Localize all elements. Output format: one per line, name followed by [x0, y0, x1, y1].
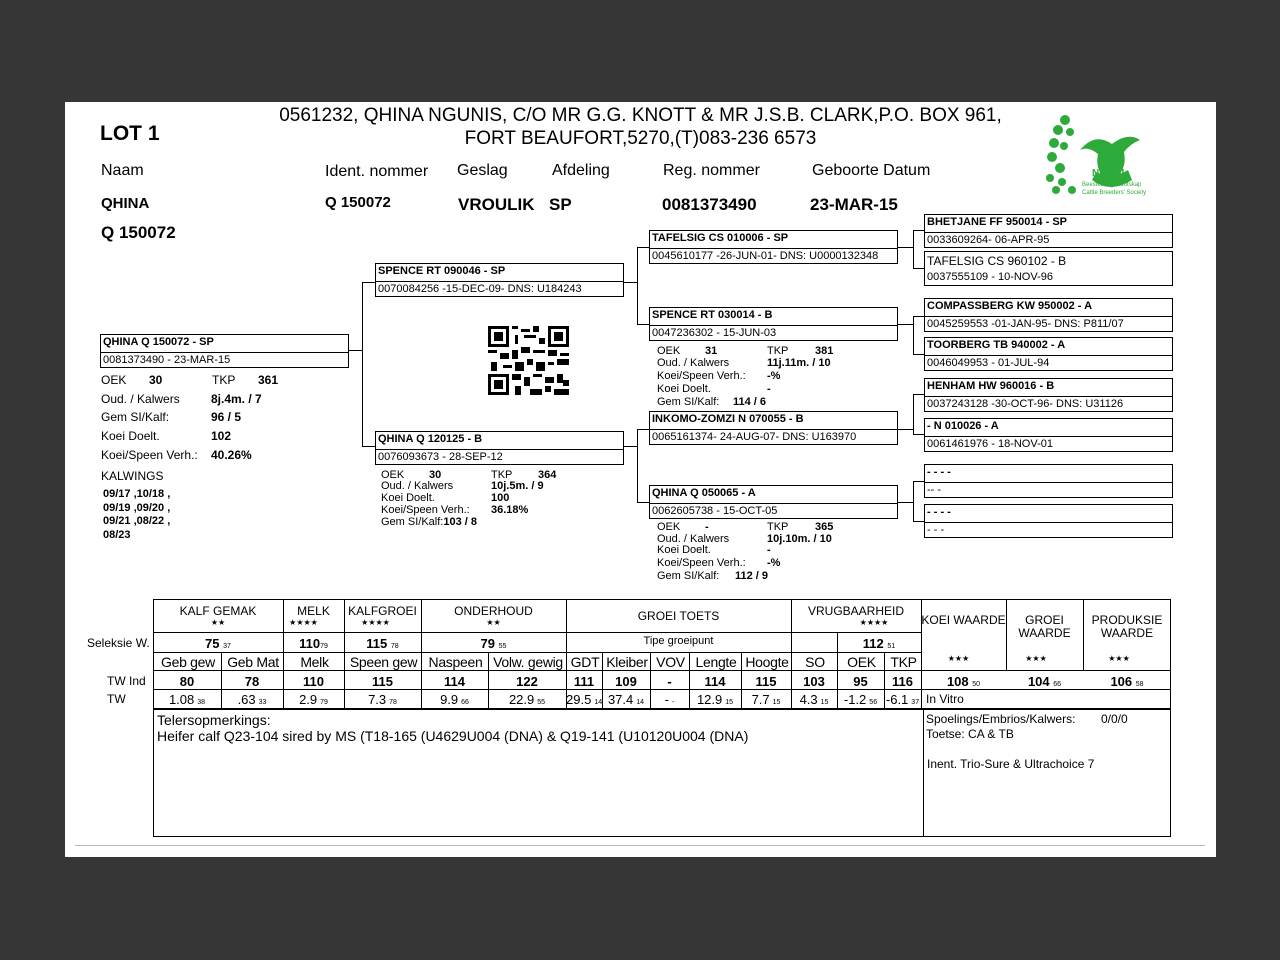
gp2-oud: 11j.11m. / 10: [767, 357, 831, 369]
sub-value: 79: [320, 643, 328, 650]
tw-value: 12.9: [696, 692, 723, 707]
gp4-oek: -: [705, 521, 709, 533]
gp4-speen-label: Koei/Speen Verh.:: [657, 557, 746, 569]
self-oek: 30: [149, 373, 163, 387]
tw-cell: [837, 692, 884, 707]
dam-oud: 10j.5m. / 9: [491, 480, 544, 492]
ggp-sub: 0037555109 - 10-NOV-96: [927, 271, 1053, 283]
connector: [623, 446, 637, 447]
logo-sub-2: Cattle Breeders' Society: [1082, 190, 1147, 196]
tw-cell: [283, 692, 344, 707]
ggp-box-2: [924, 251, 1173, 286]
ggp-box-3: [924, 298, 1173, 332]
hdr-kalfgroei: KALFGROEI: [348, 604, 417, 618]
tw-sub-value: 66: [461, 699, 469, 706]
connector: [913, 316, 914, 354]
tw-value: 29.5: [566, 692, 592, 707]
tw-cell: [566, 692, 602, 707]
col-header: Geb gew: [161, 654, 215, 670]
gp-sub: 0065161374- 24-AUG-07- DNS: U163970: [652, 431, 857, 443]
seleksie-kalfgroei: [344, 636, 421, 651]
sub-value: 78: [390, 643, 399, 650]
col-header: SO: [805, 654, 825, 670]
sub-value: 37: [223, 643, 231, 650]
hdr-produksie-waarde: PRODUKSIE WAARDE: [1091, 613, 1163, 640]
label-reg: Reg. nommer: [663, 162, 760, 179]
twind-cell: 114: [444, 674, 465, 689]
self-speen-label: Koei/Speen Verh.:: [101, 448, 198, 462]
twind-cell: 103: [803, 674, 825, 689]
remarks-divider: [923, 709, 924, 837]
gp-box-2: [649, 307, 898, 341]
connector: [897, 502, 913, 503]
spoelings-label: Spoelings/Embrios/Kalwers:: [926, 712, 1076, 726]
twind-cell: 95: [853, 674, 868, 689]
tw-value: 2.9: [299, 692, 318, 707]
label-geslag: Geslag: [457, 162, 508, 179]
gp2-koei: -: [767, 383, 771, 395]
tw-sub-value: 37: [911, 699, 920, 706]
dam-koei-label: Koei Doelt.: [381, 492, 435, 504]
tw-sub-value: 14: [636, 699, 645, 706]
sub-value: 51: [887, 643, 896, 650]
kalwing-line: 08/23: [103, 528, 131, 541]
tw-value: -1.2: [843, 692, 867, 707]
gp4-speen: -%: [767, 557, 781, 569]
tw-sub-value: 79: [320, 699, 328, 706]
owner-line-1: 0561232, QHINA NGUNIS, C/O MR G.G. KNOTT & MR J.S.B. CLARK,P.O. BOX 961,: [279, 105, 1002, 126]
kalwings-label: KALWINGS: [101, 469, 164, 483]
gp2-oek-label: OEK: [657, 345, 681, 357]
connector: [913, 394, 914, 434]
hdr-melk: MELK: [297, 604, 330, 618]
dam-tkp-label: TKP: [491, 469, 513, 481]
sire-sub: 0070084256 -15-DEC-09- DNS: U184243: [378, 283, 582, 295]
remarks-title: Telersopmerkings:: [157, 712, 271, 728]
seleksie-vrug: [837, 636, 921, 651]
self-tkp: 361: [258, 373, 279, 387]
gp2-speen-label: Koei/Speen Verh.:: [657, 370, 746, 382]
gp-box-4: [649, 485, 898, 519]
dam-oud-label: Oud. / Kalwers: [381, 480, 454, 492]
connector: [913, 230, 914, 268]
connector: [897, 247, 913, 248]
value: 79: [480, 636, 496, 651]
tw-cell: [221, 692, 283, 707]
kalwings-list: [103, 488, 170, 542]
twind-cell: 110: [303, 674, 324, 689]
self-sub: 0081373490 - 23-MAR-15: [103, 354, 231, 366]
value: 112: [862, 636, 884, 651]
seleksie-kalf-gemak: [153, 636, 283, 651]
value: 106: [1110, 674, 1133, 689]
connector: [623, 282, 637, 283]
tw-value: 9.9: [440, 692, 459, 707]
gp-title: QHINA Q 050065 - A: [652, 487, 756, 499]
twind-cell: 122: [516, 674, 538, 689]
ggp-box-7: [924, 464, 1173, 498]
gp-title: SPENCE RT 030014 - B: [652, 309, 773, 321]
col-header: Naspeen: [428, 654, 483, 670]
gp-box-3: [649, 411, 898, 445]
gp-title: TAFELSIG CS 010006 - SP: [652, 232, 789, 244]
gp2-oud-label: Oud. / Kalwers: [657, 357, 730, 369]
twind-label: TW Ind: [107, 674, 146, 688]
twind-cell: 116: [892, 674, 913, 689]
dam-box: [375, 431, 624, 465]
value: 110: [299, 636, 321, 651]
gp2-tkp-label: TKP: [767, 345, 789, 357]
ggp-title: TOORBERG TB 940002 - A: [927, 339, 1066, 351]
value-naam: QHINA: [101, 195, 150, 212]
col-header: GDT: [570, 654, 600, 670]
tw-value: 7.3: [368, 692, 387, 707]
tw-value: 37.4: [607, 692, 634, 707]
tw-sub-value: 38: [197, 699, 206, 706]
tipe-groeipunt: Tipe groeipunt: [643, 635, 714, 647]
twind-cell: 114: [704, 674, 726, 689]
in-vitro: In Vitro: [926, 692, 964, 706]
label-geboorte: Geboorte Datum: [812, 162, 931, 179]
gp2-koei-label: Koei Doelt.: [657, 383, 711, 395]
kalwing-line: 09/21 ,08/22 ,: [103, 515, 171, 527]
value: 75: [205, 636, 220, 651]
dam-gem: [381, 516, 477, 528]
gp2-gem-label: Gem SI/Kalf:: [657, 396, 720, 408]
ggp-box-4: [924, 337, 1173, 371]
tw-sub-value: 15: [725, 699, 734, 706]
table-rule: [153, 670, 1171, 671]
bottom-rule: [75, 845, 1205, 846]
col-header: Kleiber: [606, 654, 648, 670]
stars-produksie: ★★★: [1108, 654, 1130, 663]
dam-koei: 100: [491, 492, 510, 504]
tw-sub-value: -: [672, 699, 675, 706]
tw-cell: [602, 692, 650, 707]
col-header: Volw. gewig: [493, 654, 563, 670]
gp4-gem-label: Gem SI/Kalf:: [657, 570, 720, 582]
tw-sub-value: 15: [820, 699, 829, 706]
seleksie-melk: [283, 636, 344, 651]
seleksie-label: Seleksie W.: [87, 636, 150, 650]
tw-label: TW: [107, 692, 126, 706]
twind-groei: [1006, 674, 1083, 689]
col-header: OEK: [847, 654, 876, 670]
label-afdeling: Afdeling: [552, 162, 610, 179]
gp-box-1: [649, 230, 898, 264]
stars-kalf-gemak: ★★: [210, 618, 226, 627]
value-ident: Q 150072: [325, 194, 391, 211]
dam-gem-label: Gem SI/Kalf:: [381, 516, 444, 528]
hdr-kalf-gemak: KALF GEMAK: [179, 604, 257, 618]
ggp-sub: 0033609264- 06-APR-95: [927, 234, 1050, 246]
value: 108: [946, 674, 969, 689]
tw-sub-value: 15: [772, 699, 781, 706]
twind-cell: 115: [372, 674, 393, 689]
ggp-title: - N 010026 - A: [927, 420, 999, 432]
self-koei: 102: [211, 429, 232, 443]
tw-sub-value: 56: [869, 699, 878, 706]
ggp-sub: 0037243128 -30-OCT-96- DNS: U31126: [927, 398, 1124, 410]
connector: [637, 247, 638, 325]
ggp-title: COMPASSBERG KW 950002 - A: [927, 300, 1093, 312]
dam-title: QHINA Q 120125 - B: [378, 433, 483, 445]
gp-sub: 0047236302 - 15-JUN-03: [652, 327, 777, 339]
gp4-oud-label: Oud. / Kalwers: [657, 533, 730, 545]
gp4-tkp: 365: [815, 521, 834, 533]
connector: [897, 324, 913, 325]
dam-speen: 36.18%: [491, 504, 529, 516]
dam-sub: 0076093673 - 28-SEP-12: [378, 451, 503, 463]
tw-sub-value: 55: [537, 699, 546, 706]
tw-cell: [153, 692, 221, 707]
gp-sub: 0045610177 -26-JUN-01- DNS: U0000132348: [652, 250, 879, 262]
self-title: QHINA Q 150072 - SP: [103, 336, 214, 348]
twind-cell: 80: [179, 674, 195, 689]
gp4-oud: 10j.10m. / 10: [767, 533, 832, 545]
value-afdeling: SP: [549, 195, 572, 214]
qr-code-icon: [488, 326, 569, 395]
logo-text: NGUNI: [1092, 168, 1125, 179]
table-rule: [153, 632, 921, 633]
col-header: Geb Mat: [227, 654, 279, 670]
self-oud: 8j.4m. / 7: [211, 392, 262, 406]
connector: [362, 446, 376, 447]
connector: [362, 282, 363, 446]
tw-sub-value: 78: [389, 699, 397, 706]
col-header: TKP: [890, 654, 917, 670]
col-header: Melk: [300, 654, 329, 670]
tw-cell: [488, 692, 566, 707]
stars-onderhoud: ★★: [486, 618, 501, 627]
kalwing-line: 09/17 ,10/18 ,: [103, 488, 171, 500]
tw-value: 7.7: [751, 692, 770, 707]
stars-groei: ★★★: [1025, 654, 1047, 663]
ggp-box-8: [924, 504, 1173, 538]
gp4-koei: -: [767, 544, 771, 556]
label-naam: Naam: [101, 162, 144, 179]
hdr-groei-waarde: GROEI WAARDE: [1018, 613, 1071, 640]
ggp-sub: -- -: [927, 484, 942, 496]
ggp-box-1: [924, 214, 1173, 248]
self-oud-label: Oud. / Kalwers: [101, 392, 180, 406]
tw-value: -6.1: [885, 692, 909, 707]
label-ident: Ident. nommer: [325, 163, 429, 180]
stars-kalfgroei: ★★★★: [361, 618, 390, 627]
seleksie-onderhoud: [421, 636, 566, 651]
ggp-box-5: [924, 378, 1173, 412]
value: 115: [366, 636, 388, 651]
self-speen: 40.26%: [211, 448, 252, 462]
twind-cell: -: [667, 674, 672, 689]
dam-oek: 30: [429, 469, 442, 481]
stars-koei: ★★★: [947, 654, 970, 663]
tw-cell: [741, 692, 791, 707]
connector: [362, 282, 376, 283]
tw-value: 1.08: [168, 692, 195, 707]
sire-box: [375, 263, 624, 297]
sub-value: 55: [498, 643, 507, 650]
tw-value: .63: [237, 692, 256, 707]
tw-value: -: [664, 692, 669, 707]
tw-sub-value: 14: [594, 699, 603, 706]
hdr-koei-waarde: KOEI WAARDE: [921, 613, 1006, 627]
self-oek-label: OEK: [101, 373, 127, 387]
ggp-title: BHETJANE FF 950014 - SP: [927, 216, 1067, 228]
ggp-sub: 0045259553 -01-JAN-95- DNS: P811/07: [927, 318, 1124, 330]
value-geslag: VROULIK: [458, 195, 535, 214]
value-id-big: Q 150072: [101, 223, 176, 242]
self-box: [100, 334, 349, 368]
self-koei-label: Koei Doelt.: [101, 429, 160, 443]
twind-cell: 78: [244, 674, 260, 689]
remarks-text: Heifer calf Q23-104 sired by MS (T18-165 (U4629U004 (DNA) & Q19-141 (U10120U004 (DNA): [157, 728, 749, 744]
dam-speen-label: Koei/Speen Verh.:: [381, 504, 470, 516]
ggp-sub: 0046049953 - 01-JUL-94: [927, 357, 1050, 369]
twind-cell: 115: [755, 674, 777, 689]
gp2-gem: 114 / 6: [733, 396, 767, 408]
logo-sub-1: Beestelersgenootskap: [1082, 182, 1142, 188]
tw-cell: [344, 692, 421, 707]
tw-cell: [791, 692, 837, 707]
connector: [913, 481, 914, 521]
table-rule: [153, 652, 921, 653]
pedigree-certificate: [65, 102, 1216, 857]
nguni-logo: [1040, 110, 1155, 205]
stars-vrugbaarheid: ★★★★: [859, 618, 889, 627]
gp-title: INKOMO-ZOMZI N 070055 - B: [652, 413, 804, 425]
kalwing-line: 09/19 ,09/20 ,: [103, 501, 171, 514]
ggp-title: TAFELSIG CS 960102 - B: [927, 254, 1067, 268]
twind-cell: 111: [573, 674, 595, 689]
self-tkp-label: TKP: [212, 373, 236, 387]
tw-value: 22.9: [508, 692, 535, 707]
table-rule: [153, 689, 1171, 690]
col-header: VOV: [656, 654, 685, 670]
ggp-title: - - - -: [927, 506, 951, 518]
connector: [897, 429, 913, 430]
value-reg: 0081373490: [662, 195, 757, 214]
dam-gem-value: 103 / 8: [443, 516, 477, 528]
connector: [637, 429, 638, 502]
col-header: Speen gew: [349, 654, 418, 670]
sub-value: 58: [1135, 681, 1144, 688]
lot-number: LOT 1: [100, 122, 160, 145]
gp4-tkp-label: TKP: [767, 521, 789, 533]
spoelings-value: 0/0/0: [1101, 712, 1128, 726]
tw-value: 4.3: [799, 692, 818, 707]
sire-title: SPENCE RT 090046 - SP: [378, 265, 506, 277]
dam-tkp: 364: [538, 469, 557, 481]
gp4-gem: 112 / 9: [735, 570, 769, 582]
gp-sub: 0062605738 - 15-OCT-05: [652, 505, 778, 517]
twind-cell: 109: [615, 674, 637, 689]
gp4-koei-label: Koei Doelt.: [657, 544, 711, 556]
owner-line-2: FORT BEAUFORT,5270,(T)083-236 6573: [464, 128, 817, 149]
hdr-vrugbaarheid: VRUGBAARHEID: [807, 604, 905, 618]
self-gem-label: Gem SI/Kalf:: [101, 410, 170, 424]
sub-value: 50: [972, 681, 981, 688]
tw-cell: [884, 692, 921, 707]
value-geboorte: 23-MAR-15: [810, 195, 898, 214]
tw-cell: [421, 692, 488, 707]
gp4-oek-label: OEK: [657, 521, 681, 533]
gp2-oek: 31: [705, 345, 718, 357]
ggp-box-6: [924, 418, 1173, 452]
col-header: Lengte: [695, 654, 737, 670]
ggp-sub: - - -: [927, 524, 945, 536]
ggp-title: HENHAM HW 960016 - B: [927, 380, 1055, 392]
dam-oek-label: OEK: [381, 469, 405, 481]
inent: Inent. Trio-Sure & Ultrachoice 7: [927, 757, 1095, 771]
stars-melk: ★★★★: [289, 618, 318, 627]
toetse: Toetse: CA & TB: [926, 727, 1014, 741]
hdr-onderhoud: ONDERHOUD: [454, 604, 533, 618]
gp2-tkp: 381: [815, 345, 834, 357]
tw-cell: [650, 692, 689, 707]
ggp-sub: 0061461976 - 18-NOV-01: [927, 438, 1053, 450]
gp2-speen: -%: [767, 370, 781, 382]
tw-sub-value: 33: [258, 699, 267, 706]
col-header: Hoogte: [745, 654, 789, 670]
ggp-title: - - - -: [927, 466, 951, 478]
twind-koei: [921, 674, 1006, 689]
sub-value: 66: [1053, 681, 1062, 688]
hdr-groei-toets: GROEI TOETS: [637, 609, 720, 623]
tw-cell: [689, 692, 741, 707]
self-gem: 96 / 5: [211, 410, 242, 424]
connector: [348, 350, 363, 351]
value: 104: [1027, 674, 1050, 689]
twind-produksie: [1083, 674, 1171, 689]
